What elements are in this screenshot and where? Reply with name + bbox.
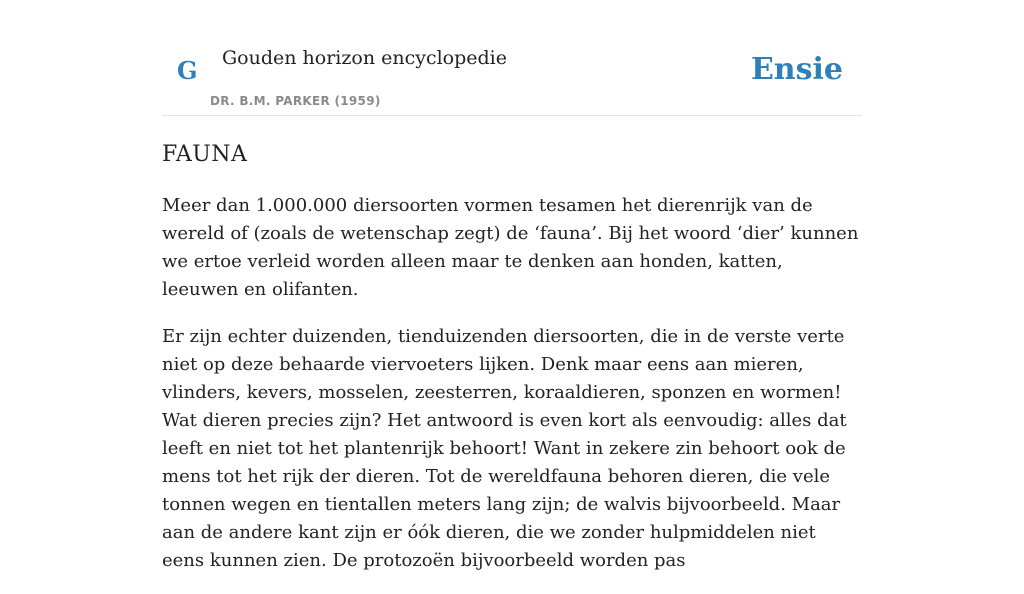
book-title-link[interactable]: Gouden horizon encyclopedie <box>222 47 507 69</box>
page <box>162 0 862 571</box>
entry-paragraph: Meer dan 1.000.000 diersoorten vormen tesamen het dierenrijk van de wereld of (zoals de wetenschap zegt) de ‘fauna’. Bij het woord ‘dier’ kunnen we ertoe verleid worden alleen maar te denken aan honden, katten, leeuwen en olifanten. <box>162 195 859 300</box>
book-logo[interactable]: G <box>177 56 198 85</box>
book-author: DR. B.M. PARKER (1959) <box>210 94 381 108</box>
entry-paragraph: Er zijn echter duizenden, tienduizenden diersoorten, die in de verste verte niet op deze behaarde viervoeters lijken. Denk maar eens aan mieren, vlinders, kevers, mosselen, zeesterren, koraaldieren, sponzen en wormen! Wat dieren precies zijn? Het antwoord is even kort als eenvoudig: alles dat leeft en niet tot het plantenrijk behoort! Want in zekere zin behoort ook de mens tot het rijk der dieren. Tot de wereldfauna behoren dieren, die vele tonnen wegen en tientallen meters lang zijn; de walvis bijvoorbeeld. Maar aan de andere kant zijn er óók dieren, die we zonder hulpmiddelen niet eens kunnen zien. De protozoën bijvoorbeeld worden pas <box>162 326 847 571</box>
header <box>162 0 862 116</box>
ensie-logo-link[interactable]: Ensie <box>750 52 843 87</box>
entry-title: FAUNA <box>162 142 248 167</box>
entry-body <box>162 192 862 594</box>
